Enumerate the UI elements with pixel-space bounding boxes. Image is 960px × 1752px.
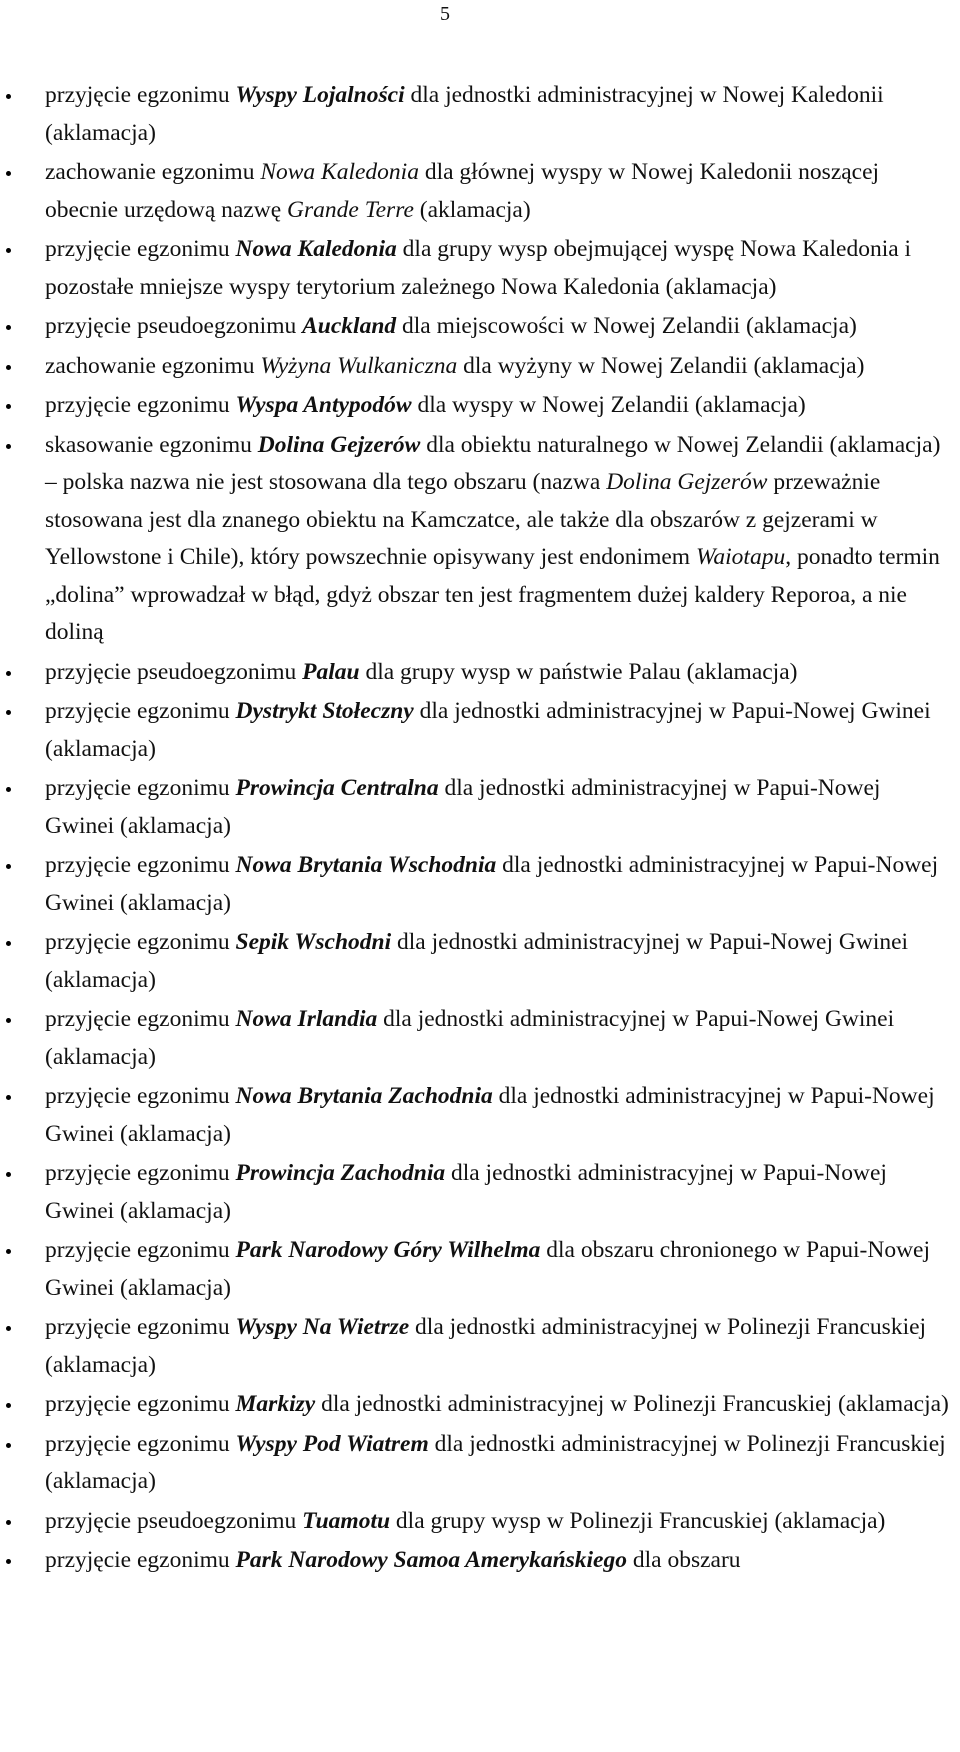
list-item — [0, 77, 960, 152]
italic-name: Grande Terre — [287, 196, 414, 223]
list-item — [0, 1155, 960, 1230]
item-text: przyjęcie egzonimu — [45, 392, 236, 418]
exonym-name: Wyspa Antypodów — [235, 392, 412, 418]
item-text: dla grupy wysp obejmującej wyspę Nowa Kaledonia i pozostałe mniejsze wyspy terytorium zależnego Nowa Kaledonia (aklamacja) — [45, 236, 912, 300]
exonym-name: Tuamotu — [302, 1507, 391, 1534]
italic-name: Waiotapu — [695, 544, 786, 570]
item-text: dla jednostki administracyjnej w Papui-Nowej Gwinei (aklamacja) — [45, 1006, 895, 1070]
list-item — [0, 427, 960, 652]
page-number: 5 — [440, 3, 450, 25]
item-text: przyjęcie egzonimu — [45, 775, 236, 801]
item-text: dla jednostki administracyjnej w Papui-Nowej Gwinei (aklamacja) — [45, 1160, 887, 1224]
item-text: przyjęcie egzonimu — [45, 1547, 236, 1573]
item-text: dla obszaru chronionego w Papui-Nowej Gwinei (aklamacja) — [45, 1237, 930, 1301]
item-text: przyjęcie egzonimu — [45, 82, 236, 108]
item-text: dla jednostki administracyjnej w Papui-Nowej Gwinei (aklamacja) — [45, 698, 931, 762]
exonym-name: Prowincja Zachodnia — [235, 1160, 446, 1186]
list-item — [0, 1542, 960, 1580]
item-text: przyjęcie egzonimu — [45, 1237, 236, 1263]
item-text: zachowanie egzonimu — [45, 352, 261, 379]
exonym-name: Palau — [302, 658, 360, 685]
item-text: przeważnie stosowana jest dla znanego obiektu na Kamczatce, ale także dla obszarów z gejzerami w Yellowstone i Chile), który powszechnie opisywany jest endonimem — [45, 469, 881, 570]
item-text: przyjęcie egzonimu — [45, 1430, 236, 1457]
item-text: skasowanie egzonimu — [45, 431, 258, 458]
list-item — [0, 847, 960, 922]
item-text: przyjęcie egzonimu — [45, 929, 236, 955]
item-text: przyjęcie egzonimu — [45, 698, 236, 724]
list-item — [0, 1232, 960, 1307]
list-item — [0, 348, 960, 386]
item-text: dla jednostki administracyjnej w Papui-Nowej Gwinei (aklamacja) — [45, 929, 909, 993]
item-text: przyjęcie egzonimu — [45, 1160, 236, 1186]
item-text: dla jednostki administracyjnej w Polinezji Francuskiej (aklamacja) — [45, 1314, 927, 1378]
list-item — [0, 924, 960, 999]
item-text: przyjęcie egzonimu — [45, 1314, 236, 1340]
exonym-name: Park Narodowy Góry Wilhelma — [235, 1237, 541, 1263]
item-text: dla jednostki administracyjnej w Nowej Kaledonii (aklamacja) — [45, 82, 884, 146]
item-text: dla wyżyny w Nowej Zelandii (aklamacja) — [457, 352, 865, 379]
item-text: przyjęcie egzonimu — [45, 236, 236, 262]
item-text: dla jednostki administracyjnej w Papui-Nowej Gwinei (aklamacja) — [45, 1083, 935, 1147]
list-item — [0, 231, 960, 306]
item-text: dla jednostki administracyjnej w Polinezji Francuskiej (aklamacja) — [45, 1430, 946, 1494]
exonym-name: Nowa Kaledonia — [235, 236, 397, 262]
item-text: dla miejscowości w Nowej Zelandii (aklamacja) — [396, 313, 857, 339]
exonym-name: Wyspy Lojalności — [235, 82, 405, 108]
list-item — [0, 387, 960, 425]
list-item — [0, 1309, 960, 1384]
item-text: dla jednostki administracyjnej w Papui-Nowej Gwinei (aklamacja) — [45, 775, 881, 839]
list-item — [0, 1078, 960, 1153]
exonym-name: Sepik Wschodni — [235, 929, 392, 955]
item-text: dla jednostki administracyjnej w Polinezji Francuskiej (aklamacja) — [315, 1391, 949, 1417]
exonym-name: Prowincja Centralna — [235, 775, 439, 801]
item-text: , ponadto termin „dolina” wprowadzał w błąd, gdyż obszar ten jest fragmentem dużej kaldery Reporoa, a nie doliną — [45, 544, 940, 645]
item-text: przyjęcie egzonimu — [45, 1391, 236, 1417]
italic-name: Wyżyna Wulkaniczna — [260, 352, 458, 379]
list-item — [0, 1386, 960, 1424]
exonym-name: Auckland — [302, 313, 397, 339]
exonym-name: Dystrykt Stołeczny — [235, 698, 414, 724]
item-text: dla obszaru — [627, 1547, 741, 1573]
item-text: przyjęcie egzonimu — [45, 1083, 236, 1109]
item-text: przyjęcie egzonimu — [45, 852, 236, 878]
list-item — [0, 308, 960, 346]
exonym-name: Nowa Irlandia — [235, 1006, 378, 1032]
list-item — [0, 1503, 960, 1541]
exonym-name: Nowa Brytania Wschodnia — [235, 852, 497, 878]
exonym-name: Wyspy Pod Wiatrem — [235, 1430, 429, 1457]
item-text: dla głównej wyspy w Nowej Kaledonii noszącej obecnie urzędową nazwę — [45, 159, 880, 223]
item-text: zachowanie egzonimu — [45, 159, 261, 185]
item-text: przyjęcie egzonimu — [45, 1006, 236, 1032]
list-item — [0, 1001, 960, 1076]
italic-name: Dolina Gejzerów — [606, 469, 768, 495]
exonym-name: Dolina Gejzerów — [257, 431, 421, 458]
decision-list — [0, 77, 960, 1582]
item-text: dla wyspy w Nowej Zelandii (aklamacja) — [411, 392, 806, 418]
list-item — [0, 654, 960, 692]
exonym-name: Wyspy Na Wietrze — [235, 1314, 410, 1340]
exonym-name: Markizy — [235, 1391, 316, 1417]
item-text: dla obiektu naturalnego w Nowej Zelandii (aklamacja) – polska nazwa nie jest stosowana dla tego obszaru (nazwa — [45, 431, 941, 495]
item-text: przyjęcie pseudoegzonimu — [45, 658, 303, 685]
item-text: dla grupy wysp w państwie Palau (aklamacja) — [359, 658, 798, 685]
item-text: przyjęcie pseudoegzonimu — [45, 1507, 303, 1534]
list-item — [0, 770, 960, 845]
exonym-name: Park Narodowy Samoa Amerykańskiego — [235, 1547, 627, 1573]
item-text: dla jednostki administracyjnej w Papui-Nowej Gwinei (aklamacja) — [45, 852, 939, 916]
item-text: (aklamacja) — [413, 196, 531, 223]
list-item — [0, 154, 960, 229]
list-item — [0, 1426, 960, 1501]
item-text: dla grupy wysp w Polinezji Francuskiej (aklamacja) — [390, 1507, 886, 1534]
italic-name: Nowa Kaledonia — [260, 159, 419, 185]
item-text: przyjęcie pseudoegzonimu — [45, 313, 303, 339]
exonym-name: Nowa Brytania Zachodnia — [235, 1083, 493, 1109]
list-item — [0, 693, 960, 768]
